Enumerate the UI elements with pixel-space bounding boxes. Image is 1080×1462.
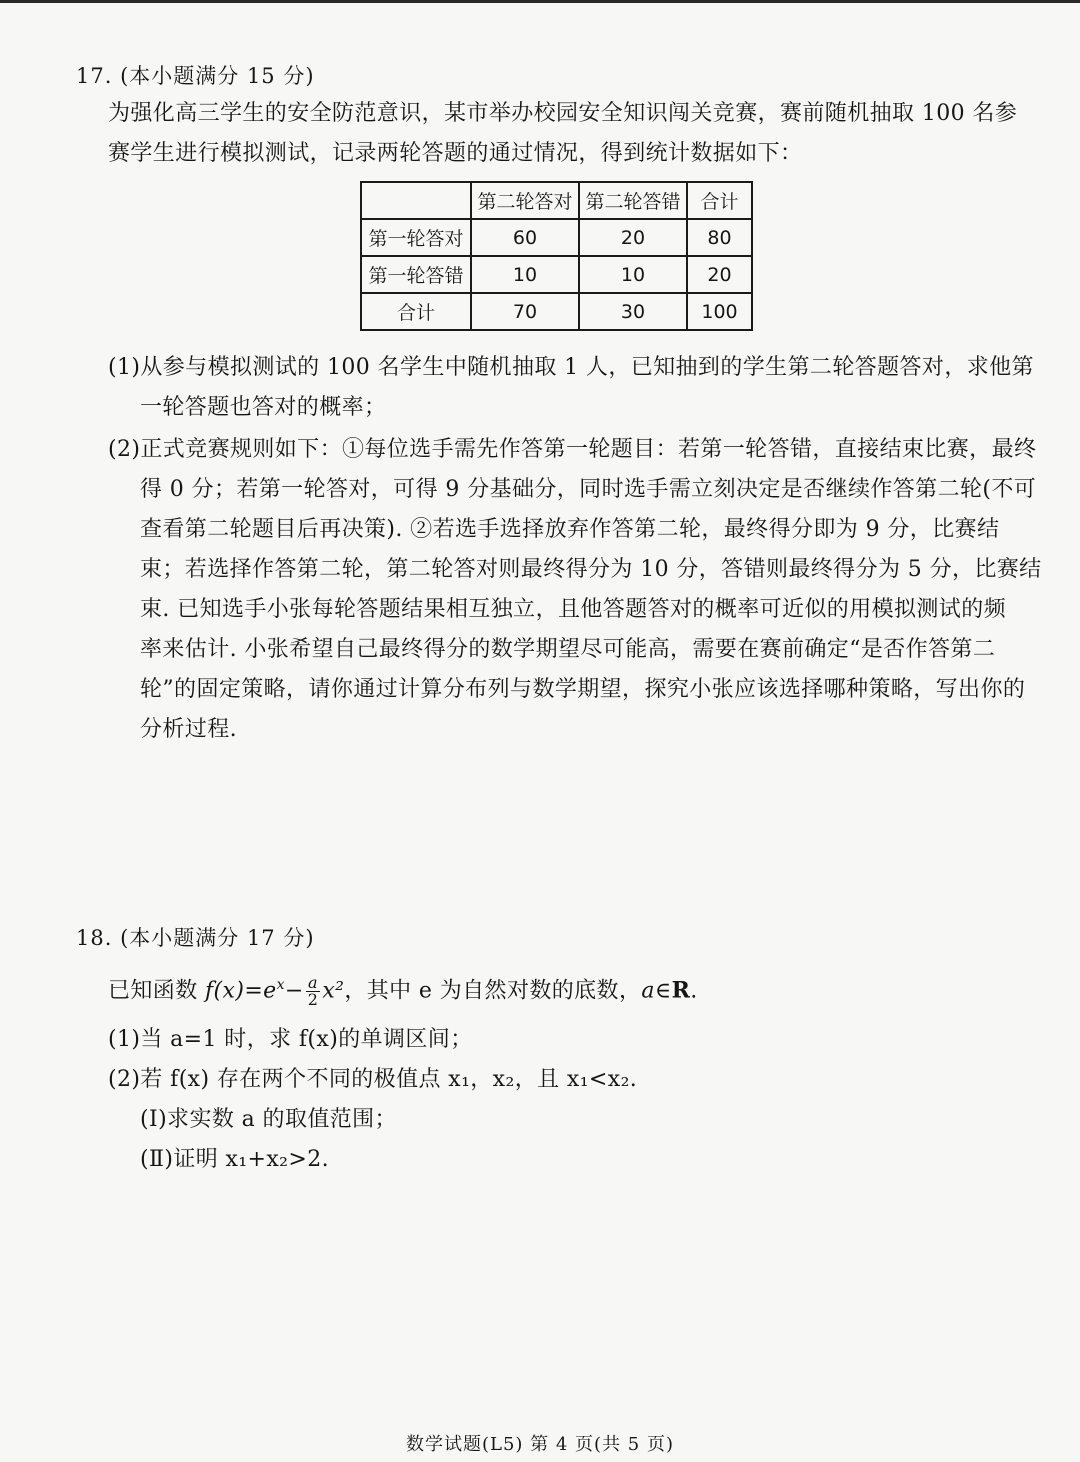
table-header-cell: 合计	[687, 182, 752, 219]
q18-part-2-i: (Ⅰ)求实数 a 的取值范围；	[140, 1107, 397, 1132]
table-cell: 30	[579, 293, 687, 330]
table-cell: 10	[579, 256, 687, 293]
q17-part-2-line: 束. 已知选手小张每轮答题结果相互独立，且他答题答对的概率可近似的用模拟测试的频	[140, 597, 1006, 622]
q18-part-2-ii: (Ⅱ)证明 x₁+x₂>2.	[140, 1147, 330, 1172]
q18-intro-prefix: 已知函数	[108, 978, 205, 1004]
table-header-cell	[361, 182, 471, 219]
table-header-cell: 第二轮答错	[579, 182, 687, 219]
q17-part-2-line: 分析过程.	[140, 717, 237, 742]
table-cell: 70	[471, 293, 579, 330]
q18-header: 18. (本小题满分 17 分)	[76, 926, 315, 950]
real-set-symbol: R	[671, 977, 691, 1004]
q17-part-2-line: 束；若选择作答第二轮，第二轮答对则最终得分为 10 分，答错则最终得分为 5 分，比赛结	[140, 557, 1042, 582]
q18-part-2: (2)若 f(x) 存在两个不同的极值点 x₁，x₂，且 x₁<x₂.	[108, 1067, 638, 1092]
q17-part-2-line: 查看第二轮题目后再决策). ②若选手选择放弃作答第二轮，最终得分即为 9 分，比赛结	[140, 517, 1000, 542]
q18-intro-end: .	[690, 978, 698, 1004]
q17-intro	[108, 94, 1018, 174]
table-cell: 第一轮答对	[361, 219, 471, 256]
q18-part-1: (1)当 a=1 时，求 f(x)的单调区间；	[108, 1027, 473, 1052]
table-cell: 20	[687, 256, 752, 293]
table-row	[361, 256, 752, 293]
q17-part-1-line-2: 一轮答题也答对的概率；	[140, 395, 387, 420]
q17-part-2-line: (2)正式竞赛规则如下：①每位选手需先作答第一轮题目：若第一轮答错，直接结束比赛，最终	[108, 437, 1037, 462]
table-cell: 10	[471, 256, 579, 293]
minus-sign: −	[284, 978, 304, 1004]
table-cell: 100	[687, 293, 752, 330]
fraction	[306, 972, 321, 1009]
table-row	[361, 293, 752, 330]
statistics-table	[360, 181, 753, 331]
a-in: a∈	[641, 978, 672, 1004]
q17-part-1	[108, 348, 1034, 428]
table-cell: 合计	[361, 293, 471, 330]
table-cell: 60	[471, 219, 579, 256]
exponent: x	[276, 977, 285, 993]
x-squared: x²	[322, 978, 345, 1004]
table-header-cell: 第二轮答对	[471, 182, 579, 219]
table-row	[361, 219, 752, 256]
top-border	[0, 0, 1080, 3]
q17-part-1-line-1: (1)从参与模拟测试的 100 名学生中随机抽取 1 人，已知抽到的学生第二轮答题答对，求他第	[108, 355, 1034, 380]
page-footer: 数学试题(L5) 第 4 页(共 5 页)	[405, 1434, 674, 1455]
q17-part-2-line: 轮”的固定策略，请你通过计算分布列与数学期望，探究小张应该选择哪种策略，写出你的	[140, 677, 1026, 702]
function-expression: f(x)=e	[205, 978, 277, 1004]
fraction-numerator: a	[306, 975, 321, 992]
table-cell: 20	[579, 219, 687, 256]
q18-intro-suffix: ，其中 e 为自然对数的底数，	[344, 978, 642, 1004]
q17-part-2-line: 率来估计. 小张希望自己最终得分的数学期望尽可能高，需要在赛前确定“是否作答第二	[140, 637, 996, 662]
table-header-row	[361, 182, 752, 219]
fraction-denominator: 2	[307, 989, 319, 1009]
q17-intro-line-2: 赛学生进行模拟测试，记录两轮答题的通过情况，得到统计数据如下：	[108, 141, 803, 166]
table-cell: 第一轮答错	[361, 256, 471, 293]
q18-intro	[108, 962, 998, 1014]
q17-part-2	[108, 430, 1042, 750]
q17-intro-line-1: 为强化高三学生的安全防范意识，某市举办校园安全知识闯关竞赛，赛前随机抽取 100 名参	[108, 101, 1018, 126]
q17-part-2-line: 得 0 分；若第一轮答对，可得 9 分基础分，同时选手需立刻决定是否继续作答第二轮(不可	[140, 477, 1037, 502]
table-cell: 80	[687, 219, 752, 256]
q17-header: 17. (本小题满分 15 分)	[76, 64, 315, 88]
